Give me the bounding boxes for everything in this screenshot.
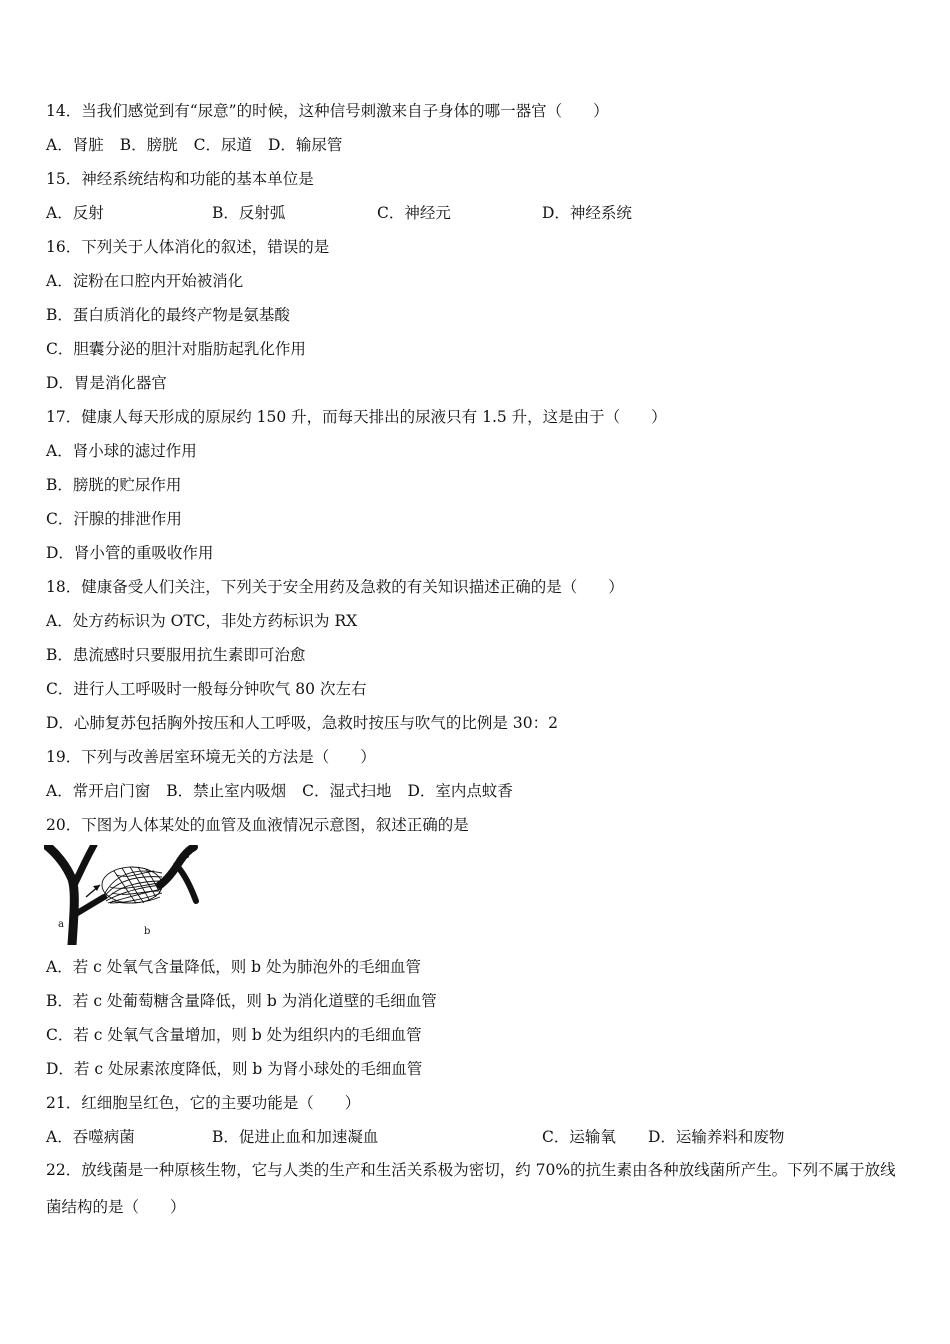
question-18-option-a: A．处方药标识为 OTC，非处方药标识为 RX xyxy=(46,612,358,630)
question-18-option-b: B．患流感时只要服用抗生素即可治愈 xyxy=(46,646,306,664)
question-17-option-a: A．肾小球的滤过作用 xyxy=(46,442,197,460)
question-17-option-d: D．肾小管的重吸收作用 xyxy=(46,544,214,562)
question-17-option-b: B．膀胱的贮尿作用 xyxy=(46,476,182,494)
question-21-stem: 21．红细胞呈红色，它的主要功能是（ ） xyxy=(46,1094,361,1112)
option-a: A．吞噬病菌 xyxy=(46,1128,135,1146)
question-15-stem: 15．神经系统结构和功能的基本单位是 xyxy=(46,170,314,188)
option-b: B．禁止室内吸烟 xyxy=(166,782,287,800)
question-16-option-d: D．胃是消化器官 xyxy=(46,374,167,392)
question-20-option-a: A．若 c 处氧气含量降低，则 b 处为肺泡外的毛细血管 xyxy=(46,958,422,976)
vessel-a xyxy=(46,845,74,945)
option-d: D．室内点蚊香 xyxy=(407,782,513,800)
question-20-option-c: C．若 c 处氧气含量增加，则 b 处为组织内的毛细血管 xyxy=(46,1026,422,1044)
question-19-stem: 19．下列与改善居室环境无关的方法是（ ） xyxy=(46,748,376,766)
blood-vessel-diagram xyxy=(44,845,200,945)
option-a: A．反射 xyxy=(46,204,104,222)
question-20-option-d: D．若 c 处尿素浓度降低，则 b 为肾小球处的毛细血管 xyxy=(46,1060,423,1078)
option-a: A．常开启门窗 xyxy=(46,782,151,800)
option-d: D．神经系统 xyxy=(542,204,632,222)
question-16-option-a: A．淀粉在口腔内开始被消化 xyxy=(46,272,244,290)
label-b: b xyxy=(144,926,151,937)
question-14-options xyxy=(46,135,342,155)
question-17-option-c: C．汗腺的排泄作用 xyxy=(46,510,182,528)
capillary-network-b xyxy=(102,867,162,903)
vessel-c-branch xyxy=(176,865,196,901)
option-b: B．促进止血和加速凝血 xyxy=(212,1128,379,1146)
question-16-option-c: C．胆囊分泌的胆汁对脂肪起乳化作用 xyxy=(46,340,306,358)
option-b: B．膀胱 xyxy=(119,136,178,154)
option-a: A．肾脏 xyxy=(46,136,104,154)
option-c: C．运输氧 xyxy=(542,1128,616,1146)
question-16-stem: 16．下列关于人体消化的叙述，错误的是 xyxy=(46,238,330,256)
question-18-stem: 18．健康备受人们关注，下列关于安全用药及急救的有关知识描述正确的是（ ） xyxy=(46,578,624,596)
option-d: D．输尿管 xyxy=(267,136,343,154)
question-18-option-c: C．进行人工呼吸时一般每分钟吹气 80 次左右 xyxy=(46,680,367,698)
option-c: C．湿式扫地 xyxy=(302,782,392,800)
vessel-a-branch xyxy=(74,845,94,885)
question-14-stem: 14．当我们感觉到有“尿意”的时候，这种信号刺激来自子身体的哪一器官（ ） xyxy=(46,102,609,120)
option-c: C．神经元 xyxy=(377,204,451,222)
question-22-stem: 22．放线菌是一种原核生物，它与人类的生产和生活关系极为密切，约 70%的抗生素由各种放线菌所产生。下列不属于放线菌结构的是（ ） xyxy=(46,1161,896,1216)
label-c: c xyxy=(184,850,190,861)
option-c: C．尿道 xyxy=(193,136,252,154)
question-19-options xyxy=(46,781,513,801)
question-20-option-b: B．若 c 处葡萄糖含量降低，则 b 为消化道壁的毛细血管 xyxy=(46,992,437,1010)
question-20-stem: 20．下图为人体某处的血管及血液情况示意图，叙述正确的是 xyxy=(46,816,469,834)
question-18-option-d: D．心肺复苏包括胸外按压和人工呼吸，急救时按压与吹气的比例是 30：2 xyxy=(46,714,558,732)
label-a: a xyxy=(58,919,64,930)
option-d: D．运输养料和废物 xyxy=(648,1128,785,1146)
question-16-option-b: B．蛋白质消化的最终产物是氨基酸 xyxy=(46,306,290,324)
question-17-stem: 17．健康人每天形成的原尿约 150 升，而每天排出的尿液只有 1.5 升，这是由于（ ） xyxy=(46,408,667,426)
option-b: B．反射弧 xyxy=(212,204,286,222)
